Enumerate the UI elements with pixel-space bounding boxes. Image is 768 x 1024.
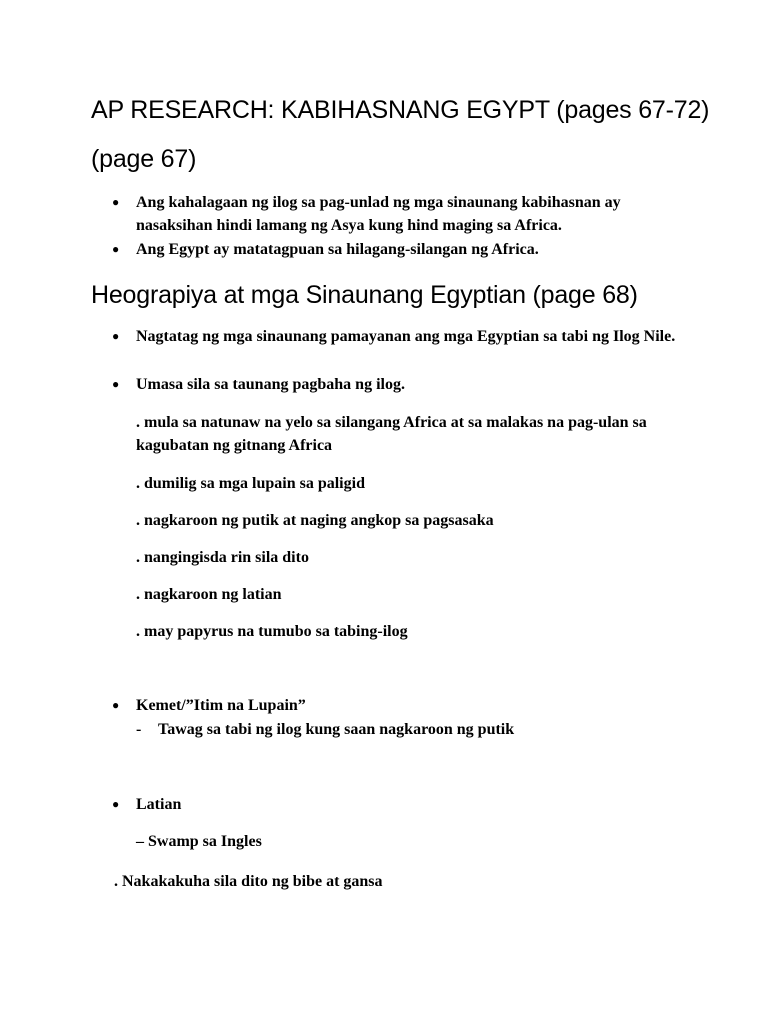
list-item-text: Latian: [136, 796, 182, 813]
list-item-text: Ang kahalagaan ng ilog sa pag-unlad ng mga sinaunang kabihasnan ay nasaksihan hindi lamang ng Asya kung hind maging sa Africa.: [136, 194, 621, 234]
sub-item-text: – Swamp sa Ingles: [136, 833, 262, 850]
list-item: [112, 238, 692, 261]
detail-item: . nagkaroon ng putik at naging angkop sa pagsasaka: [136, 512, 494, 529]
list-item-text: Kemet/”Itim na Lupain”: [136, 697, 306, 714]
bullet-icon: ●: [112, 797, 120, 811]
note-text: . Nakakakuha sila dito ng bibe at gansa: [114, 873, 383, 890]
bullet-icon: ●: [112, 195, 120, 209]
section-heading: Heograpiya at mga Sinaunang Egyptian (page 68): [91, 281, 638, 309]
sub-item: [136, 718, 696, 741]
list-item-text: Nagtatag ng mga sinaunang pamayanan ang mga Egyptian sa tabi ng Ilog Nile.: [136, 328, 676, 345]
detail-item: . may papyrus na tumubo sa tabing-ilog: [136, 623, 408, 640]
bullet-icon: ●: [112, 329, 120, 343]
bullet-icon: ●: [112, 698, 120, 712]
list-item: [112, 793, 692, 816]
list-item: [112, 325, 692, 348]
list-item: [112, 694, 692, 717]
list-item: [112, 191, 692, 237]
detail-item: . nagkaroon ng latian: [136, 586, 282, 603]
dash-marker: -: [136, 721, 142, 738]
document-title: AP RESEARCH: KABIHASNANG EGYPT (pages 67-72): [91, 96, 710, 124]
bullet-icon: ●: [112, 377, 120, 391]
sub-item-text: Tawag sa tabi ng ilog kung saan nagkaroon ng putik: [158, 721, 515, 738]
list-item: [112, 373, 692, 396]
detail-item: . dumilig sa mga lupain sa paligid: [136, 475, 365, 492]
detail-item: . mula sa natunaw na yelo sa silangang Africa at sa malakas na pag-ulan sa kagubatan ng gitnang Africa: [136, 414, 647, 454]
list-item-text: Ang Egypt ay matatagpuan sa hilagang-silangan ng Africa.: [136, 241, 539, 258]
page-67-heading: (page 67): [91, 145, 197, 173]
detail-item: . nangingisda rin sila dito: [136, 549, 309, 566]
bullet-icon: ●: [112, 242, 120, 256]
list-item-text: Umasa sila sa taunang pagbaha ng ilog.: [136, 376, 405, 393]
